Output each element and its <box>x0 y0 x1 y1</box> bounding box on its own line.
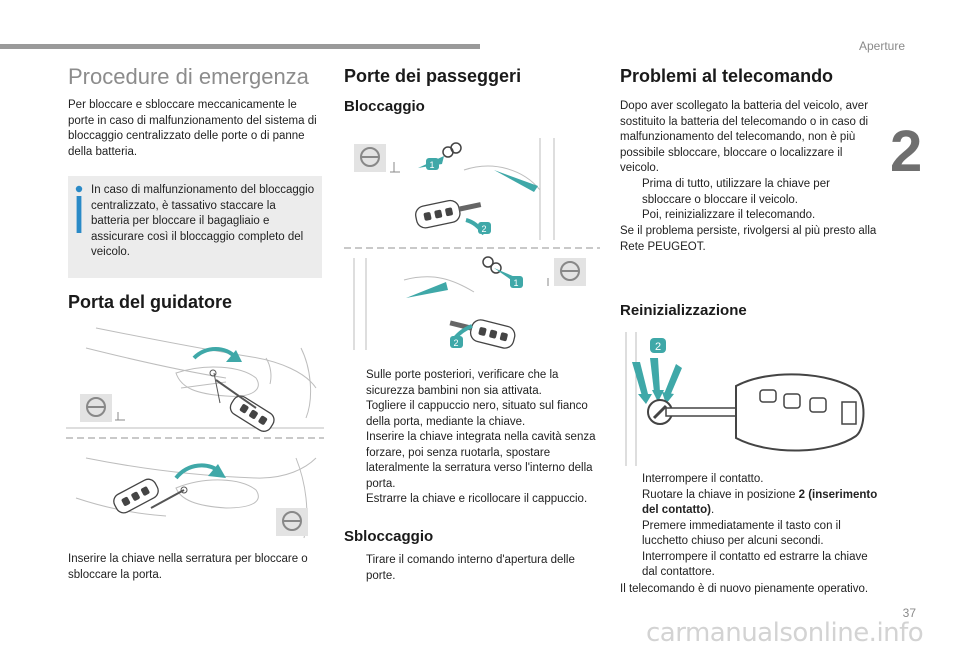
reinit-steps <box>620 472 878 581</box>
figure-number-2b: 2 <box>453 338 459 348</box>
unlocking-steps <box>344 553 600 584</box>
list-item: Sulle porte posteriori, verificare che la sicurezza bambini non sia attivata. <box>366 369 559 397</box>
list-item: Interrompere il contatto ed estrarre la chiave dal contattore. <box>642 550 868 578</box>
reinit-final: Il telecomando è di nuovo pienamente operativo. <box>620 583 869 595</box>
locking-heading: Bloccaggio <box>344 98 425 115</box>
info-note <box>68 176 322 278</box>
list-item: Togliere il cappuccio nero, situato sul fianco della porta, mediante la chiave. <box>366 400 588 428</box>
chapter-number: 2 <box>890 119 923 184</box>
intro-text: Per bloccare e sbloccare meccanicamente le porte in caso di malfunzionamento del sistema di bloccaggio centralizzato delle porte o di panne della batteria. <box>68 99 317 158</box>
page-title: Procedure di emergenza <box>68 64 309 89</box>
passenger-door-figure <box>344 130 600 362</box>
watermark: carmanualsonline.info <box>646 618 924 648</box>
list-item: Prima di tutto, utilizzare la chiave per sbloccare o bloccare il veicolo. <box>642 178 830 206</box>
list-item: Inserire la chiave integrata nella cavità senza forzare, poi senza ruotarla, spostare lateralmente la serratura verso l'interno della porta. <box>366 431 596 490</box>
figure-number-1: 1 <box>429 160 435 170</box>
driver-door-figure <box>66 318 324 546</box>
remote-outro: Se il problema persiste, rivolgersi al più presto alla Rete PEUGEOT. <box>620 225 877 253</box>
remote-intro: Dopo aver scollegato la batteria del veicolo, aver sostituito la batteria del telecomando o in caso di malfunzionamento del telecomando, non è più possibile sbloccare, bloccare o localizzare il veicolo. <box>620 100 869 174</box>
header-rule <box>0 44 480 49</box>
list-item: Premere immediatamente il tasto con il lucchetto chiuso per alcuni secondi. <box>642 519 841 547</box>
driver-door-heading: Porta del guidatore <box>68 292 233 312</box>
list-item: Interrompere il contatto. <box>642 473 764 485</box>
section-label: Aperture <box>858 39 905 53</box>
remote-steps <box>620 177 878 224</box>
unlocking-heading: Sbloccaggio <box>344 528 434 545</box>
page-number: 37 <box>902 606 916 620</box>
reinit-heading: Reinizializzazione <box>620 302 747 319</box>
ignition-figure <box>620 332 878 466</box>
list-item: Ruotare la chiave in posizione 2 (inserimento del contatto). <box>642 488 878 516</box>
driver-door-text: Inserire la chiave nella serratura per bloccare o sbloccare la porta. <box>68 553 308 581</box>
info-note-text: In caso di malfunzionamento del bloccaggio centralizzato, è tassativo staccare la batteria per bloccare il bagagliaio e assicurare così il bloccaggio completo del veicolo. <box>91 184 315 258</box>
locking-steps <box>344 368 600 508</box>
figure-number-2: 2 <box>481 224 487 234</box>
list-item: Tirare il comando interno d'apertura delle porte. <box>366 554 575 582</box>
list-item: Estrarre la chiave e ricollocare il cappuccio. <box>366 493 588 505</box>
passenger-doors-heading: Porte dei passeggeri <box>344 66 522 86</box>
figure-number-1b: 1 <box>513 278 519 288</box>
list-item: Poi, reinizializzare il telecomando. <box>642 209 816 221</box>
figure-number-2c: 2 <box>654 341 662 353</box>
info-icon <box>75 185 83 233</box>
remote-problems-heading: Problemi al telecomando <box>620 66 834 86</box>
